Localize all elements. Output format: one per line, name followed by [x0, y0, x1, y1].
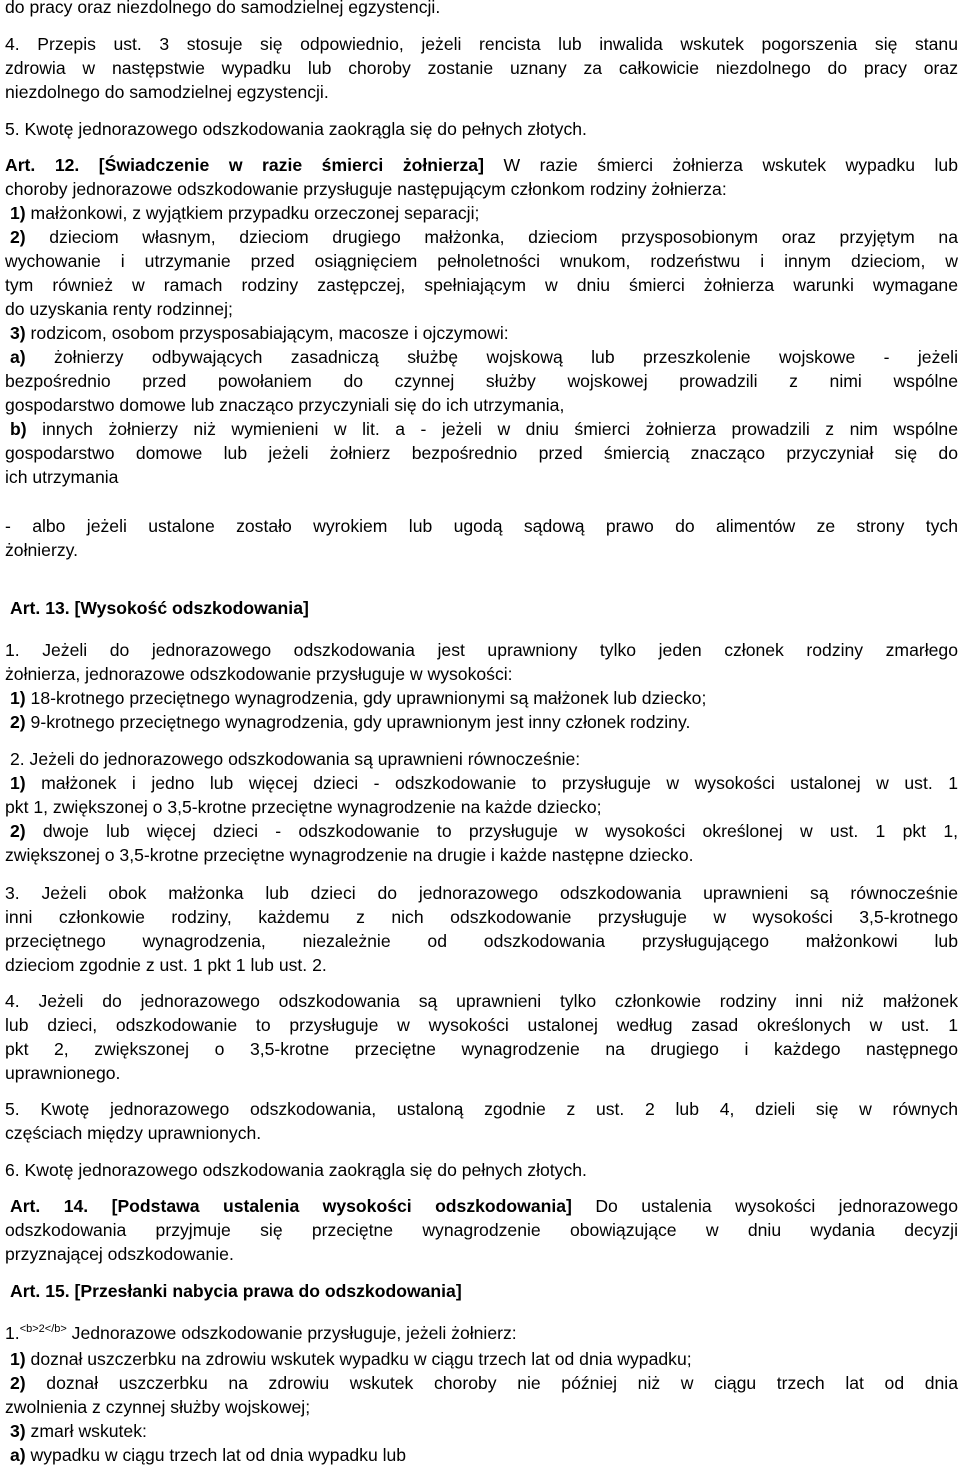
list-marker: a): [10, 1445, 26, 1465]
text-run: żołnierzy odbywających zasadniczą służbę wojskową lub przeszkolenie wojskowe - jeżeli: [25, 347, 958, 367]
text-run: doznał uszczerbku na zdrowiu wskutek wypadku w ciągu trzech lat od dnia wypadku;: [25, 1349, 692, 1369]
list-marker: b): [10, 419, 27, 439]
list-item: [10, 418, 958, 442]
list-marker: 2): [10, 712, 26, 732]
text-line: pkt 2, zwiększonej o 3,5-krotne przeciętne wynagrodzenie na drugiego i każdego następnego: [5, 1039, 958, 1059]
text-run: Do ustalenia wysokości jednorazowego: [571, 1196, 958, 1216]
list-item: [10, 711, 958, 735]
list-marker: 1): [10, 688, 26, 708]
text-line: do uzyskania renty rodzinnej;: [5, 299, 233, 319]
text-line: bezpośrednio przed powołaniem do czynnej służby wojskowej prowadzili z nimi wspólne: [5, 371, 958, 391]
list-item: [10, 226, 958, 250]
text-line: inni członkowie rodziny, każdemu z nich odszkodowanie przysługuje w wysokości 3,5-krotnego: [5, 907, 958, 927]
text-line: zwiększonej o 3,5-krotne przeciętne wynagrodzenie na drugie i każde następne dziecko.: [5, 845, 694, 865]
text-line: gospodarstwo domowe lub jeżeli żołnierz bezpośrednio przed śmiercią znacząco przyczyniał się do: [5, 443, 958, 463]
text-run: Jednorazowe odszkodowanie przysługuje, jeżeli żołnierz:: [66, 1323, 517, 1343]
list-item: [10, 1372, 958, 1396]
text-line: niezdolnego do samodzielnej egzystencji.: [5, 82, 329, 102]
text-line: odszkodowania przyjmuje się przeciętne wynagrodzenie obowiązujące w dniu wydania decyzji: [5, 1220, 958, 1240]
list-item: [10, 1348, 958, 1372]
text-run: 9-krotnego przeciętnego wynagrodzenia, gdy uprawnionym jest inny członek rodziny.: [25, 712, 691, 732]
list-marker: 1): [10, 203, 26, 223]
text-run: zmarł wskutek:: [25, 1421, 147, 1441]
text-line: 6. Kwotę jednorazowego odszkodowania zaokrągla się do pełnych złotych.: [5, 1160, 587, 1180]
text-run: małżonek i jedno lub więcej dzieci - odszkodowanie to przysługuje w wysokości ustalonej w ust. 1: [25, 773, 958, 793]
list-marker: 1): [10, 773, 26, 793]
text-line: dzieciom zgodnie z ust. 1 pkt 1 lub ust. 2.: [5, 955, 327, 975]
text-line: do pracy oraz niezdolnego do samodzielnej egzystencji.: [5, 0, 441, 17]
text-run: rodzicom, osobom przysposabiającym, macosze i ojczymowi:: [25, 323, 509, 343]
list-item: [10, 1420, 958, 1444]
footnote-marker: <b>2</b>: [19, 1323, 67, 1335]
paragraph-number: 1.: [5, 1323, 20, 1343]
text-line: tym również w ramach rodziny zastępczej, spełniającym w dniu śmierci żołnierza warunki wymagane: [5, 275, 958, 295]
list-item: [10, 820, 958, 844]
article-heading: [5, 154, 958, 178]
article-title: Art. 15. [Przesłanki nabycia prawa do odszkodowania]: [10, 1281, 462, 1301]
text-line: częściach między uprawnionych.: [5, 1123, 262, 1143]
text-line: przeciętnego wynagrodzenia, niezależnie od odszkodowania przysługującego małżonkowi lub: [5, 931, 958, 951]
article-heading: [10, 597, 958, 621]
text-line: - albo jeżeli ustalone zostało wyrokiem lub ugodą sądową prawo do alimentów ze strony tych: [5, 516, 958, 536]
text-line: 1. Jeżeli do jednorazowego odszkodowania jest uprawniony tylko jeden członek rodziny zmarłego: [5, 640, 958, 660]
text-line: lub dzieci, odszkodowanie to przysługuje w wysokości ustalonej według zasad określonych w ust. 1: [5, 1015, 958, 1035]
text-line: 5. Kwotę jednorazowego odszkodowania, ustaloną zgodnie z ust. 2 lub 4, dzieli się w równych: [5, 1099, 958, 1119]
text-line: ich utrzymania: [5, 467, 119, 487]
text-line: 3. Jeżeli obok małżonka lub dzieci do jednorazowego odszkodowania uprawnieni są równocześnie: [5, 883, 958, 903]
text-line: 5. Kwotę jednorazowego odszkodowania zaokrągla się do pełnych złotych.: [5, 119, 587, 139]
text-line: 2. Jeżeli do jednorazowego odszkodowania są uprawnieni równocześnie:: [10, 749, 581, 769]
text-line: [5, 1322, 958, 1346]
text-line: choroby jednorazowe odszkodowanie przysługuje następującym członkom rodziny żołnierza:: [5, 179, 727, 199]
text-run: wypadku w ciągu trzech lat od dnia wypadku lub: [25, 1445, 407, 1465]
text-line: zdrowia w następstwie wypadku lub choroby zostanie uznany za całkowicie niezdolnego do pracy oraz: [5, 58, 958, 78]
text-line: 4. Jeżeli do jednorazowego odszkodowania są uprawnieni tylko członkowie rodziny inni niż małżonek: [5, 991, 958, 1011]
list-marker: a): [10, 347, 26, 367]
text-line: uprawnionego.: [5, 1063, 121, 1083]
list-marker: 2): [10, 227, 26, 247]
text-line: przyznającej odszkodowanie.: [5, 1244, 234, 1264]
article-heading: [10, 1195, 958, 1219]
list-marker: 3): [10, 323, 26, 343]
text-run: innych żołnierzy niż wymienieni w lit. a - jeżeli w dniu śmierci żołnierza prowadzili z nim wspólne: [26, 419, 958, 439]
text-line: wychowanie i utrzymanie przed osiągnięciem pełnoletności wnukom, rodzeństwu i innym dzieciom, w: [5, 251, 958, 271]
text-line: zwolnienia z czynnej służby wojskowej;: [5, 1397, 311, 1417]
list-item: [10, 202, 958, 226]
text-run: doznał uszczerbku na zdrowiu wskutek choroby nie później niż w ciągu trzech lat od dnia: [25, 1373, 958, 1393]
text-run: dzieciom własnym, dzieciom drugiego małżonka, dzieciom przysposobionym oraz przyjętym na: [25, 227, 958, 247]
list-marker: 3): [10, 1421, 26, 1441]
list-marker: 1): [10, 1349, 26, 1369]
article-heading: [10, 1280, 958, 1304]
text-line: pkt 1, zwiększonej o 3,5-krotne przeciętne wynagrodzenie na każde dziecko;: [5, 797, 602, 817]
article-title: Art. 12. [Świadczenie w razie śmierci żołnierza]: [5, 155, 484, 175]
text-line: żołnierza, jednorazowe odszkodowanie przysługuje w wysokości:: [5, 664, 513, 684]
text-run: W razie śmierci żołnierza wskutek wypadku lub: [483, 155, 958, 175]
list-item: [10, 687, 958, 711]
list-marker: 2): [10, 821, 26, 841]
text-run: 18-krotnego przeciętnego wynagrodzenia, gdy uprawnionymi są małżonek lub dziecko;: [25, 688, 707, 708]
list-item: [10, 772, 958, 796]
list-item: [10, 322, 958, 346]
text-line: gospodarstwo domowe lub znacząco przyczyniali się do ich utrzymania,: [5, 395, 565, 415]
list-item: [10, 1444, 958, 1468]
list-item: [10, 346, 958, 370]
text-line: 4. Przepis ust. 3 stosuje się odpowiednio, jeżeli rencista lub inwalida wskutek pogorszenia się stanu: [5, 34, 958, 54]
list-marker: 2): [10, 1373, 26, 1393]
text-run: dwoje lub więcej dzieci - odszkodowanie to przysługuje w wysokości określonej w ust. 1 pkt 1,: [25, 821, 958, 841]
text-run: małżonkowi, z wyjątkiem przypadku orzeczonej separacji;: [25, 203, 480, 223]
text-line: żołnierzy.: [5, 540, 79, 560]
article-title: Art. 13. [Wysokość odszkodowania]: [10, 598, 309, 618]
article-title: Art. 14. [Podstawa ustalenia wysokości odszkodowania]: [10, 1196, 572, 1216]
